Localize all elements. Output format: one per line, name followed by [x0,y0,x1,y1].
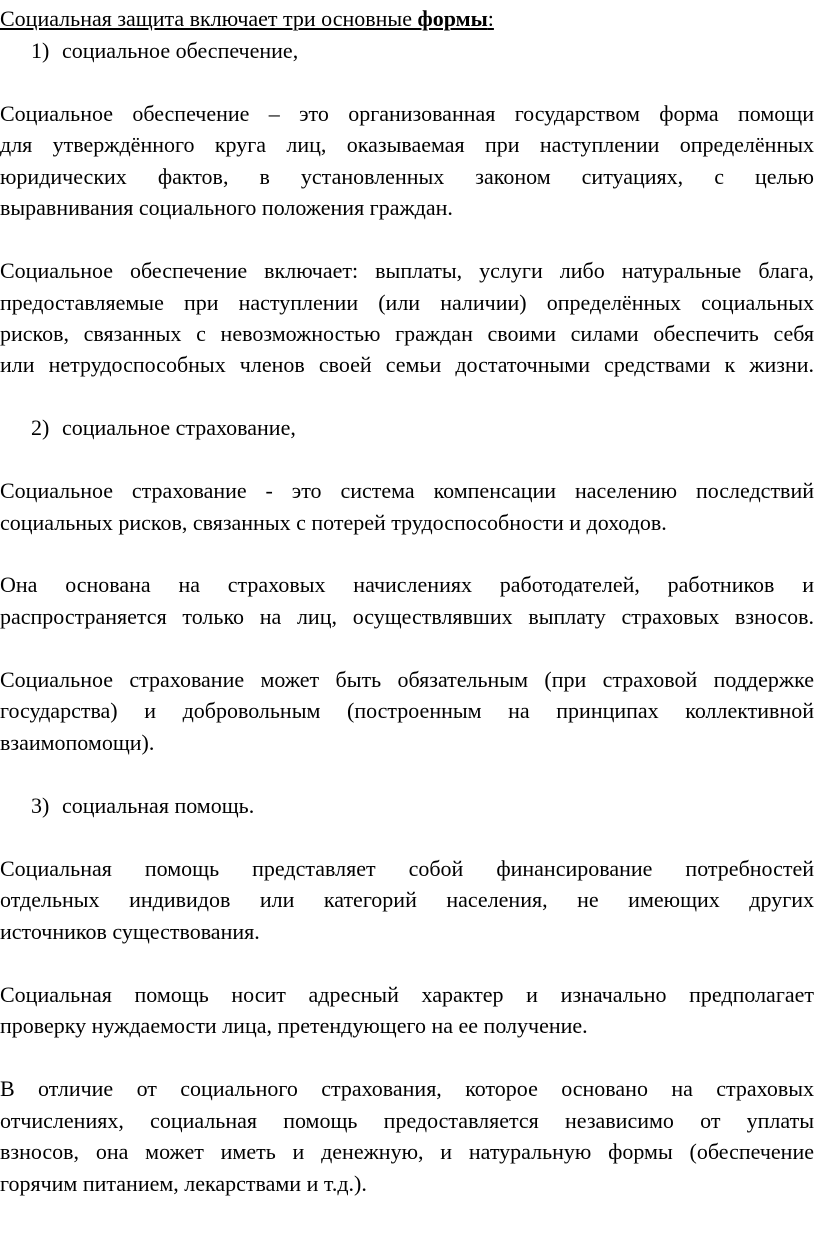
paragraph-line: Социальная помощь носит адресный характер и изначально предполагает [0,982,814,1007]
paragraph-line: социальных рисков, связанных с потерей трудоспособности и доходов. [0,510,667,535]
heading [0,4,814,34]
paragraph-line: Социальная помощь представляет собой финансирование потребностей [0,856,814,881]
heading-bold: формы [417,6,488,31]
paragraph-line: отдельных индивидов или категорий населения, не имеющих других [0,887,814,912]
list-item-label: социальное обеспечение, [62,38,299,63]
heading-prefix: Социальная защита включает три основные [0,6,418,31]
paragraph-line: источников существования. [0,919,260,944]
paragraph-line: распространяется только на лиц, осуществлявших выплату страховых взносов. [0,604,814,629]
paragraph-line: взносов, она может иметь и денежную, и натуральную формы (обеспечение [0,1139,814,1164]
paragraph-line: государства) и добровольным (построенным на принципах коллективной [0,698,814,723]
paragraph-line: или нетрудоспособных членов своей семьи достаточными средствами к жизни. [0,352,814,377]
list-item-label: социальная помощь. [62,793,255,818]
paragraph-line: Социальное страхование может быть обязательным (при страховой поддержке [0,667,814,692]
list-item-label: социальное страхование, [62,415,296,440]
paragraph-line: отчислениях, социальная помощь предоставляется независимо от уплаты [0,1108,814,1133]
paragraph-line: взаимопомощи). [0,730,155,755]
paragraph-line: для утверждённого круга лиц, оказываемая при наступлении определённых [0,132,814,157]
paragraph-line: проверку нуждаемости лица, претендующего на ее получение. [0,1013,588,1038]
list-item-number: 1) [31,38,50,63]
paragraph-line: Социальное обеспечение включает: выплаты, услуги либо натуральные блага, [0,258,814,283]
paragraph-line: Она основана на страховых начислениях работодателей, работников и [0,572,814,597]
list-item-number: 2) [31,415,50,440]
paragraph-line: юридических фактов, в установленных законом ситуациях, с целью [0,164,814,189]
paragraph-line: предоставляемые при наступлении (или наличии) определённых социальных [0,290,814,315]
paragraph-line: выравнивания социального положения граждан. [0,195,453,220]
heading-suffix: : [487,6,494,31]
paragraph-line: Социальное обеспечение – это организованная государством форма помощи [0,101,814,126]
paragraph-line: В отличие от социального страхования, которое основано на страховых [0,1076,814,1101]
paragraph-line: Социальное страхование - это система компенсации населению последствий [0,478,814,503]
paragraph-line: рисков, связанных с невозможностью граждан своими силами обеспечить себя [0,321,814,346]
list-item-number: 3) [31,793,50,818]
paragraph-line: горячим питанием, лекарствами и т.д.). [0,1171,367,1196]
